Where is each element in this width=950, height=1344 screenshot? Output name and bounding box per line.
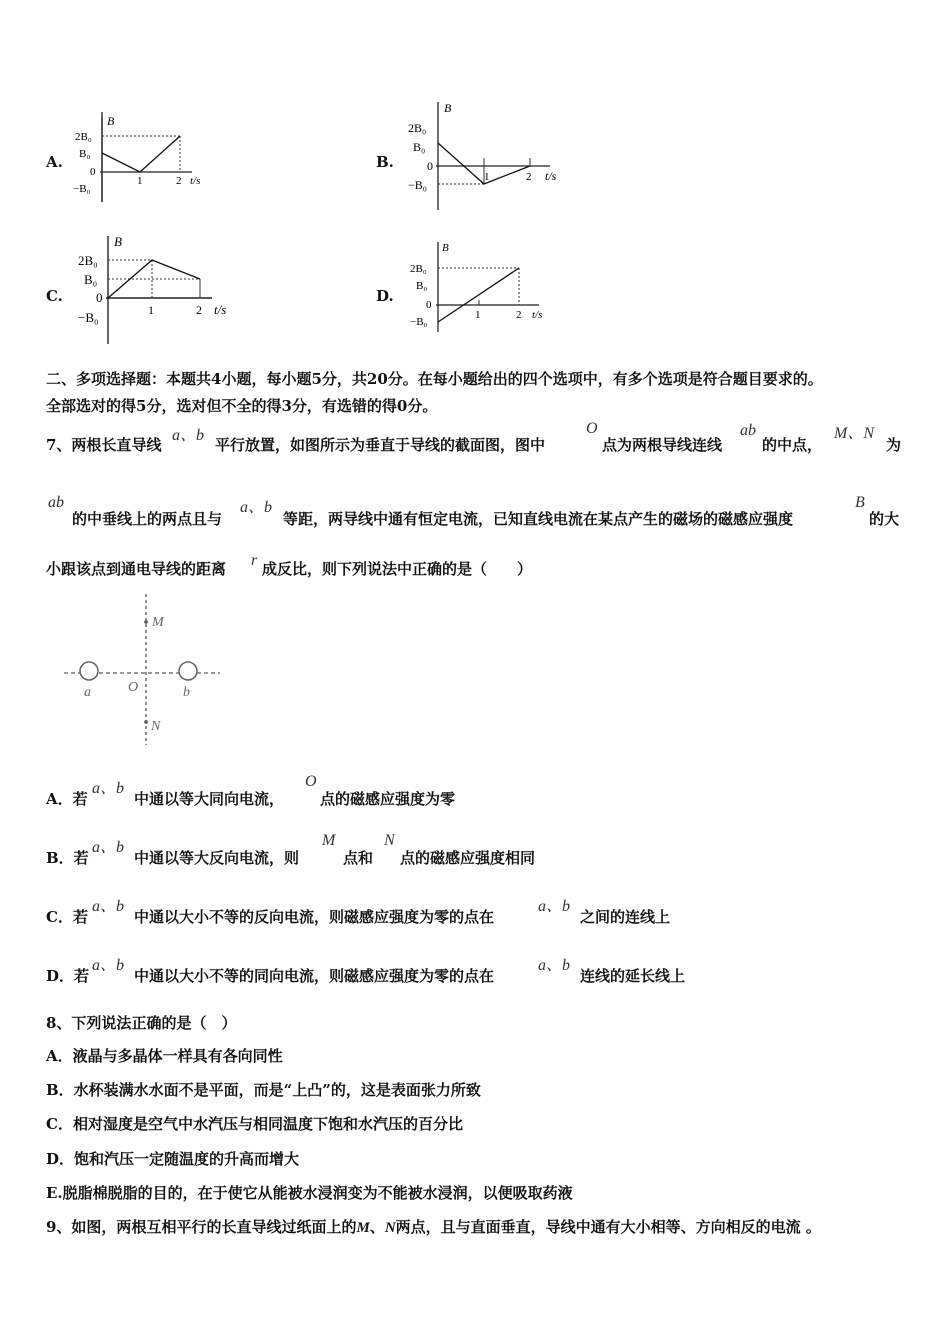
q7-option-a[interactable]: A．若 bbox=[46, 790, 88, 808]
svg-text:1: 1 bbox=[148, 303, 154, 317]
svg-text:0: 0 bbox=[426, 299, 432, 311]
svg-text:2B₀: 2B₀ bbox=[410, 263, 427, 275]
svg-text:2: 2 bbox=[196, 303, 202, 317]
q7-text: 的中点， bbox=[762, 436, 823, 454]
q7-option-a-text: 中通以等大同向电流， bbox=[134, 790, 285, 808]
q9-stem: 9、如图，两根互相平行的长直导线过纸面上的M、N两点，且与直面垂直，导线中通有大小相等、方向相反的电流 。 bbox=[46, 1218, 821, 1236]
symbol-n: N bbox=[384, 1220, 396, 1236]
section-heading-line1: 二、多项选择题：本题共4小题，每小题5分，共20分。在每小题给出的四个选项中，有多个选项是符合题目要求的。 bbox=[46, 370, 823, 388]
symbol-ab-pair: a、b bbox=[240, 499, 273, 516]
graph-d bbox=[404, 240, 564, 335]
svg-text:B: B bbox=[442, 242, 449, 254]
y-axis-label: B bbox=[107, 114, 115, 128]
q7-text: 小跟该点到通电导线的距离 bbox=[46, 560, 227, 578]
q8-stem: 8、下列说法正确的是（ ） bbox=[46, 1014, 237, 1032]
svg-text:0: 0 bbox=[96, 290, 103, 305]
symbol-b: B bbox=[855, 494, 865, 511]
label-b: b bbox=[183, 685, 190, 700]
q7-option-c[interactable]: C．若 bbox=[46, 908, 88, 926]
svg-text:t/s: t/s bbox=[214, 302, 227, 317]
q7-option-b-text: 中通以等大反向电流，则 bbox=[134, 849, 300, 867]
q7-option-b[interactable]: B．若 bbox=[46, 849, 89, 867]
svg-text:t/s: t/s bbox=[532, 309, 543, 321]
q7-text: 平行放置，如图所示为垂直于导线的截面图，图中 bbox=[215, 436, 546, 454]
section-heading-line2: 全部选对的得5分，选对但不全的得3分，有选错的得0分。 bbox=[46, 397, 438, 415]
option-b-label: B. bbox=[376, 153, 394, 171]
option-d-label: D. bbox=[376, 287, 394, 305]
graph-a bbox=[70, 112, 220, 212]
svg-text:B₀: B₀ bbox=[84, 272, 98, 287]
svg-text:B₀: B₀ bbox=[413, 140, 426, 154]
label-a: a bbox=[84, 685, 91, 700]
tick-neg-b0: −B₀ bbox=[73, 183, 91, 195]
q7-option-b-text: 点和 bbox=[343, 849, 374, 867]
q7-option-d-text: 中通以大小不等的同向电流，则磁感应强度为零的点在 bbox=[134, 967, 495, 985]
svg-text:−B₀: −B₀ bbox=[410, 316, 428, 328]
q7-text: 点为两根导线连线 bbox=[602, 436, 723, 454]
q7-text: 等距，两导线中通有恒定电流，已知直线电流在某点产生的磁场的磁感应强度 bbox=[283, 510, 794, 528]
q7-figure bbox=[60, 590, 230, 750]
q7-text: 成反比，则下列说法中正确的是（ ） bbox=[262, 560, 533, 578]
option-c-label: C. bbox=[46, 287, 63, 305]
svg-text:0: 0 bbox=[427, 159, 433, 173]
symbol-m: M bbox=[356, 1220, 370, 1236]
tick-b0: B₀ bbox=[79, 148, 91, 160]
q8-option-a[interactable]: A．液晶与多晶体一样具有各向同性 bbox=[46, 1047, 283, 1065]
tick-2: 2 bbox=[176, 175, 182, 187]
q8-option-b[interactable]: B．水杯装满水水面不是平面，而是“上凸”的，这是表面张力所致 bbox=[46, 1081, 481, 1099]
svg-text:1: 1 bbox=[475, 309, 481, 321]
q8-option-e[interactable]: E.脱脂棉脱脂的目的，在于使它从能被水浸润变为不能被水浸润，以便吸取药液 bbox=[46, 1184, 573, 1202]
symbol-o: O bbox=[586, 420, 598, 437]
symbol-r: r bbox=[251, 552, 258, 569]
svg-text:2B₀: 2B₀ bbox=[408, 121, 427, 135]
tick-0: 0 bbox=[90, 166, 96, 178]
option-a-label: A. bbox=[46, 153, 63, 171]
svg-text:−B₀: −B₀ bbox=[408, 178, 427, 192]
q8-option-c[interactable]: C．相对湿度是空气中水汽压与相同温度下饱和水汽压的百分比 bbox=[46, 1115, 463, 1133]
q7-text: 为 bbox=[886, 436, 902, 454]
graph-b bbox=[400, 98, 570, 213]
svg-text:B: B bbox=[114, 234, 122, 249]
q7-option-c-text: 之间的连线上 bbox=[580, 908, 671, 926]
label-o: O bbox=[128, 680, 139, 695]
symbol-ab: ab bbox=[48, 494, 64, 511]
symbol-ab-pair: a、b bbox=[172, 427, 205, 444]
symbol-ab: ab bbox=[740, 422, 756, 439]
tick-2b0: 2B₀ bbox=[75, 131, 92, 143]
q7-option-b-text: 点的磁感应强度相同 bbox=[400, 849, 536, 867]
svg-text:B₀: B₀ bbox=[416, 280, 428, 292]
q7-option-a-text: 点的磁感应强度为零 bbox=[320, 790, 456, 808]
svg-text:2: 2 bbox=[516, 309, 522, 321]
q7-option-d[interactable]: D．若 bbox=[46, 967, 90, 985]
q7-option-c-text: 中通以大小不等的反向电流，则磁感应强度为零的点在 bbox=[134, 908, 495, 926]
svg-text:2: 2 bbox=[526, 171, 532, 183]
svg-text:B: B bbox=[444, 101, 452, 115]
label-n: N bbox=[151, 719, 161, 734]
svg-text:2B₀: 2B₀ bbox=[78, 253, 98, 268]
x-axis-label: t/s bbox=[190, 175, 201, 187]
svg-text:t/s: t/s bbox=[545, 169, 557, 183]
q8-option-d[interactable]: D．饱和汽压一定随温度的升高而增大 bbox=[46, 1150, 300, 1168]
label-m: M bbox=[152, 615, 164, 630]
q7-option-d-text: 连线的延长线上 bbox=[580, 967, 686, 985]
symbol-mn: M、N bbox=[834, 425, 875, 442]
svg-text:1: 1 bbox=[484, 171, 490, 183]
q7-text: 的大 bbox=[869, 510, 900, 528]
tick-1: 1 bbox=[137, 175, 143, 187]
svg-text:−B₀: −B₀ bbox=[78, 310, 99, 325]
graph-c bbox=[72, 232, 242, 347]
q7-text: 7、两根长直导线 bbox=[46, 436, 162, 454]
q7-text: 的中垂线上的两点且与 bbox=[72, 510, 223, 528]
